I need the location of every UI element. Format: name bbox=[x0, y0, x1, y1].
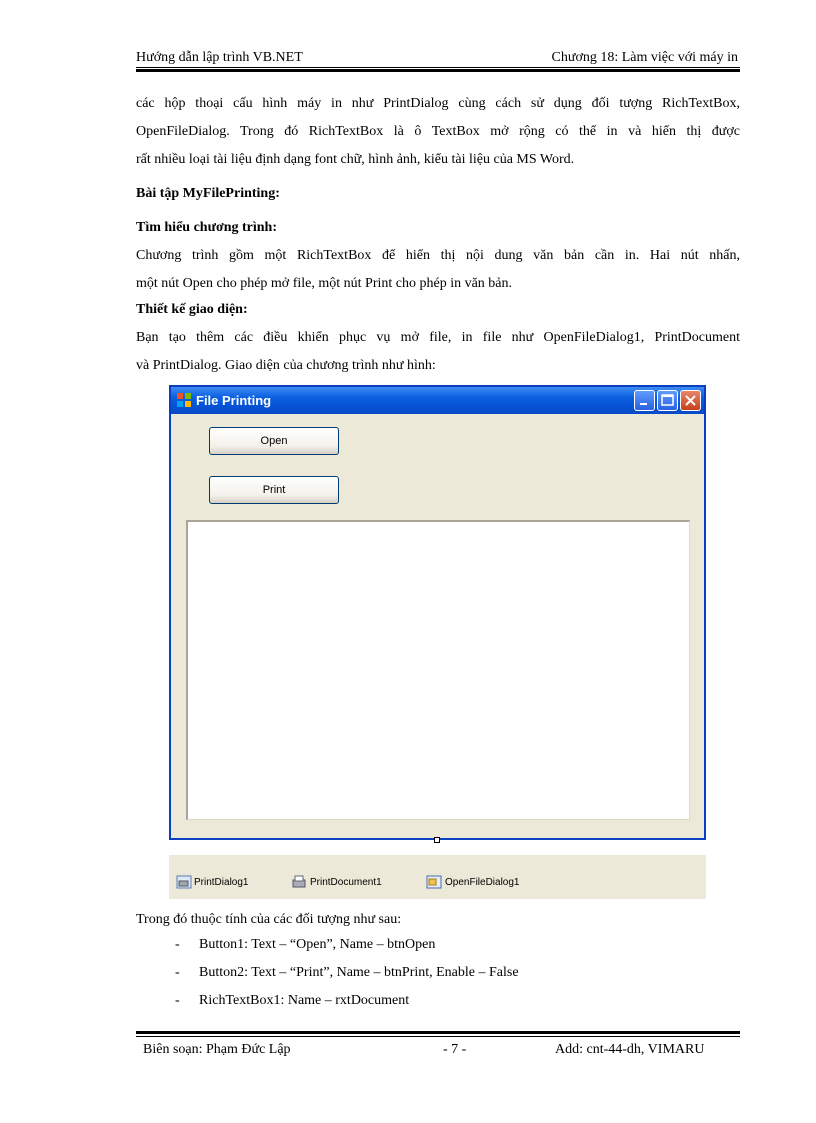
bullet-marker-3: - bbox=[175, 993, 180, 1008]
page-header bbox=[136, 48, 740, 68]
close-icon bbox=[681, 391, 700, 410]
footer-rule-thin bbox=[136, 1036, 740, 1037]
para1-line1: các hộp thoại cấu hình máy in như PrintDialog cùng cách sử dụng đối tượng RichTextBox, bbox=[136, 96, 740, 111]
heading-design: Thiết kế giao diện: bbox=[136, 302, 248, 317]
property-item-2: Button2: Text – “Print”, Name – btnPrint, Enable – False bbox=[199, 965, 519, 980]
component-tray bbox=[169, 855, 706, 899]
footer-page-number: - 7 - bbox=[443, 1042, 467, 1057]
para2-line1: Chương trình gồm một RichTextBox để hiển thị nội dung văn bản cần in. Hai nút nhấn, bbox=[136, 248, 740, 263]
header-book-title: Hướng dẫn lập trình VB.NET bbox=[136, 50, 303, 65]
tray-open-file-dialog[interactable]: OpenFileDialog1 bbox=[445, 877, 520, 888]
tray-print-dialog[interactable]: PrintDialog1 bbox=[194, 877, 249, 888]
minimize-button[interactable] bbox=[634, 390, 655, 411]
bullet-marker-2: - bbox=[175, 965, 180, 980]
print-dialog-icon bbox=[176, 875, 192, 889]
resize-handle[interactable] bbox=[434, 837, 440, 843]
maximize-icon bbox=[658, 391, 677, 410]
window-title: File Printing bbox=[196, 393, 272, 408]
app-icon bbox=[177, 393, 191, 407]
open-button[interactable]: Open bbox=[209, 427, 339, 455]
open-file-dialog-icon bbox=[426, 875, 442, 889]
rich-text-box[interactable] bbox=[186, 520, 690, 820]
header-rule-thick bbox=[136, 69, 740, 72]
print-button[interactable]: Print bbox=[209, 476, 339, 504]
header-chapter-title: Chương 18: Làm việc với máy in bbox=[551, 50, 738, 65]
print-document-icon bbox=[291, 875, 307, 889]
tray-print-document[interactable]: PrintDocument1 bbox=[310, 877, 382, 888]
footer-address: Add: cnt-44-dh, VIMARU bbox=[555, 1042, 705, 1057]
maximize-button[interactable] bbox=[657, 390, 678, 411]
close-button[interactable] bbox=[680, 390, 701, 411]
para3-line1: Bạn tạo thêm các điều khiển phục vụ mở file, in file như OpenFileDialog1, PrintDocument bbox=[136, 330, 740, 345]
footer-rule-thick bbox=[136, 1031, 740, 1034]
heading-program: Tìm hiểu chương trình: bbox=[136, 220, 278, 235]
window-titlebar bbox=[171, 387, 704, 414]
file-printing-window bbox=[169, 385, 706, 840]
property-item-3: RichTextBox1: Name – rxtDocument bbox=[199, 993, 410, 1008]
header-rule-thin bbox=[136, 67, 740, 68]
bullet-marker-1: - bbox=[175, 937, 180, 952]
footer-author: Biên soạn: Phạm Đức Lập bbox=[143, 1042, 291, 1057]
para1-line2: OpenFileDialog. Trong đó RichTextBox là ô TextBox mở rộng có thể in và hiển thị được bbox=[136, 124, 740, 139]
para1-line3: rất nhiều loại tài liệu định dạng font chữ, hình ảnh, kiểu tài liệu của MS Word. bbox=[136, 152, 575, 167]
property-item-1: Button1: Text – “Open”, Name – btnOpen bbox=[199, 937, 436, 952]
para3-line2: và PrintDialog. Giao diện của chương trình như hình: bbox=[136, 358, 436, 373]
para2-line2: một nút Open cho phép mở file, một nút Print cho phép in văn bản. bbox=[136, 276, 513, 291]
minimize-icon bbox=[635, 391, 654, 410]
properties-intro: Trong đó thuộc tính của các đối tượng như sau: bbox=[136, 912, 402, 927]
heading-exercise: Bài tập MyFilePrinting: bbox=[136, 186, 280, 201]
